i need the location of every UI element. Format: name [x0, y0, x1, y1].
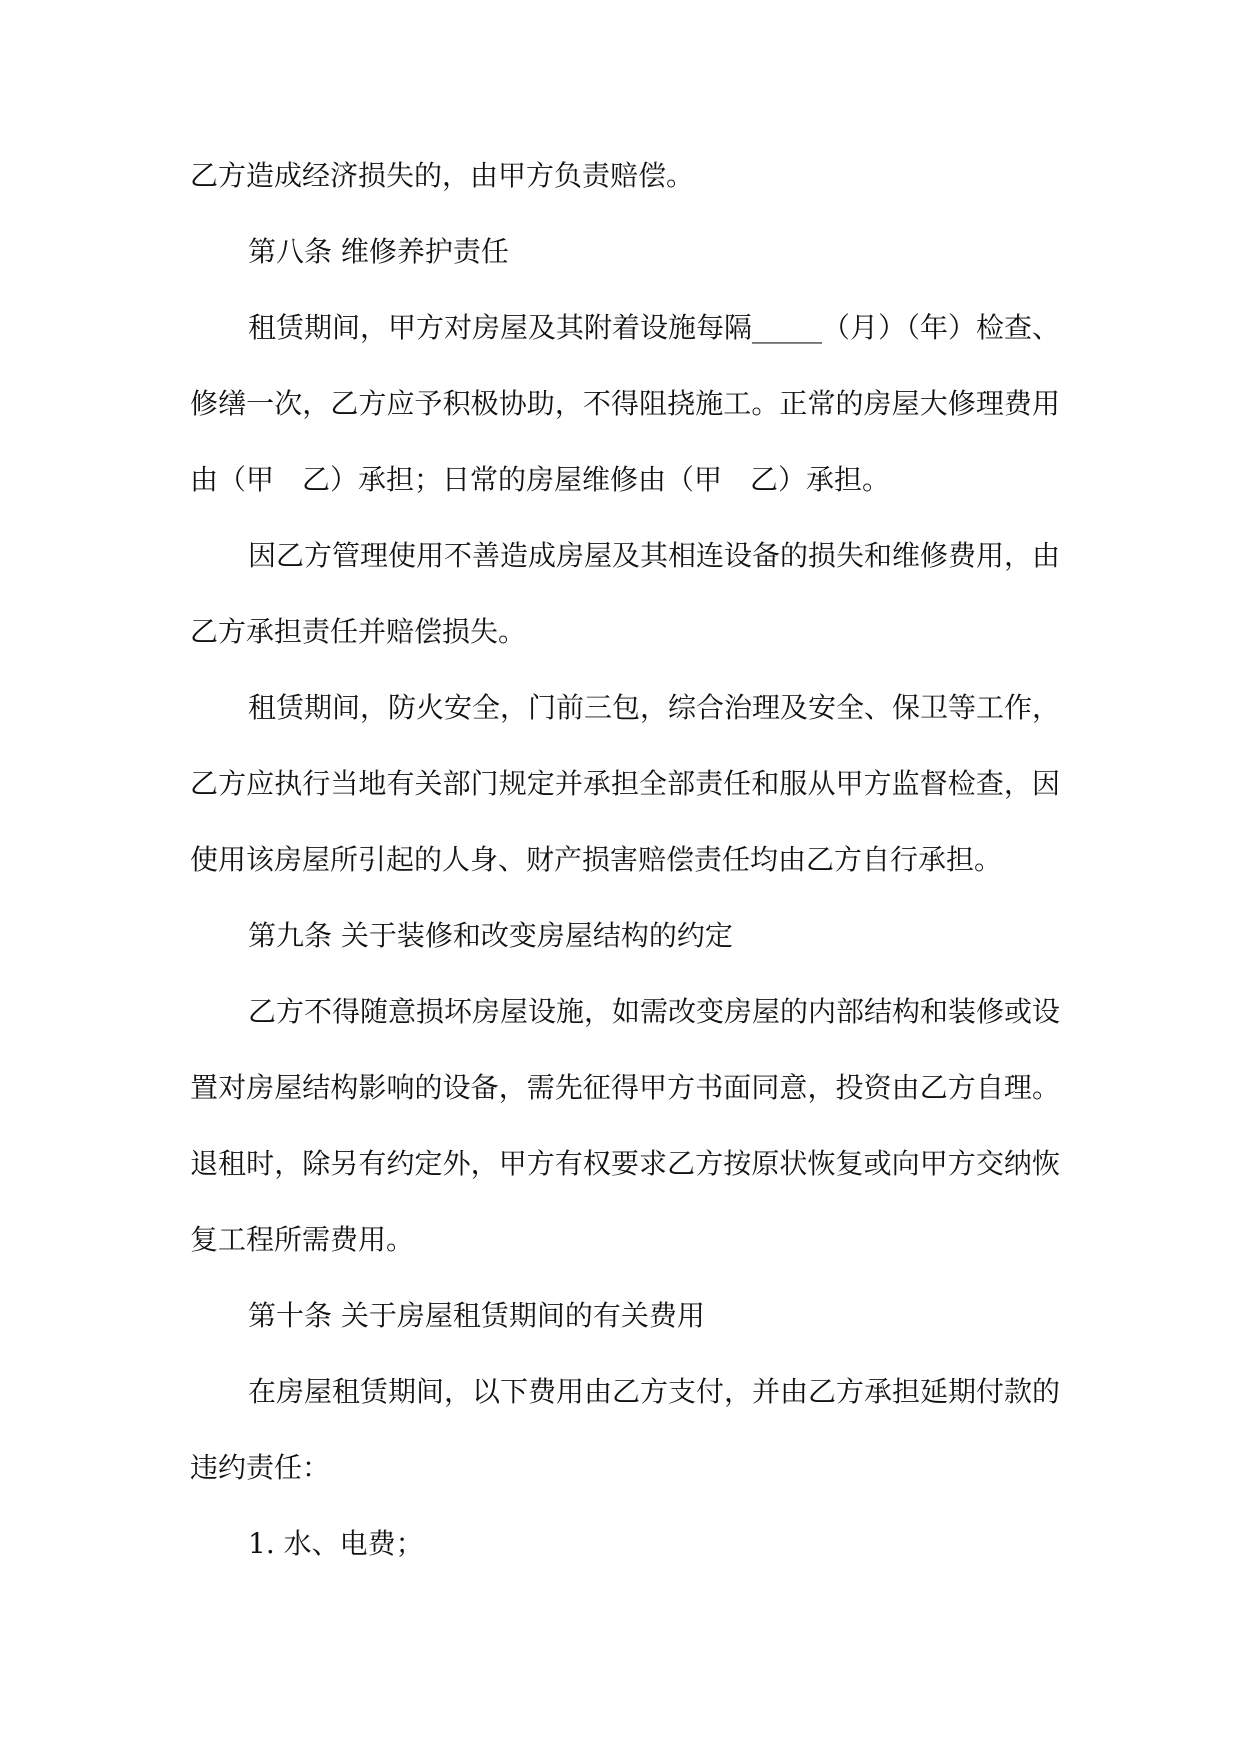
paragraph-maintenance-inspection: 租赁期间，甲方对房屋及其附着设施每隔_____（月）（年）检查、修缮一次，乙方应予积极协助，不得阻挠施工。正常的房屋大修理费用由（甲 乙）承担；日常的房屋维修由（甲 乙）承担。 — [190, 311, 1061, 496]
paragraph-tenant-damage: 因乙方管理使用不善造成房屋及其相连设备的损失和维修费用，由乙方承担责任并赔偿损失。 — [190, 539, 1061, 648]
list-item-water-electricity: 1. 水、电费； — [248, 1527, 424, 1560]
paragraph-continuation: 乙方造成经济损失的，由甲方负责赔偿。 — [190, 159, 695, 192]
paragraph-renovation: 乙方不得随意损坏房屋设施，如需改变房屋的内部结构和装修或设置对房屋结构影响的设备，需先征得甲方书面同意，投资由乙方自理。退租时，除另有约定外，甲方有权要求乙方按原状恢复或向甲方交纳恢复工程所需费用。 — [190, 995, 1061, 1256]
document-body — [190, 138, 1060, 1582]
paragraph-fees-intro: 在房屋租赁期间，以下费用由乙方支付，并由乙方承担延期付款的违约责任： — [190, 1375, 1061, 1484]
article-10-heading: 第十条 关于房屋租赁期间的有关费用 — [248, 1299, 705, 1332]
article-9-heading: 第九条 关于装修和改变房屋结构的约定 — [248, 919, 733, 952]
paragraph-safety-responsibility: 租赁期间，防火安全，门前三包，综合治理及安全、保卫等工作，乙方应执行当地有关部门规定并承担全部责任和服从甲方监督检查，因使用该房屋所引起的人身、财产损害赔偿责任均由乙方自行承担。 — [190, 691, 1061, 876]
article-8-heading: 第八条 维修养护责任 — [248, 235, 509, 268]
